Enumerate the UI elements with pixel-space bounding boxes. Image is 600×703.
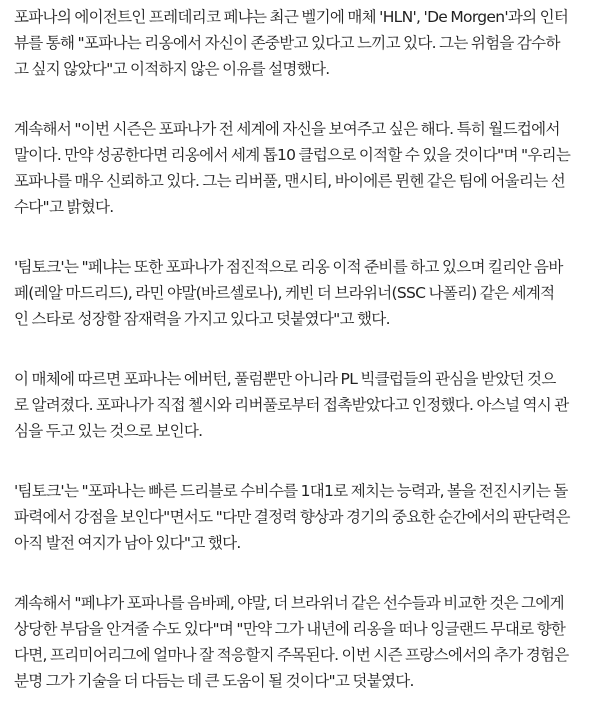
text-line: 페(레알 마드리드), 라민 야말(바르셀로나), 케빈 더 브라위너(SSC 나폴리) 같은 세계적 (14, 284, 555, 302)
text-line: 수다"고 밝혔다. (14, 198, 114, 216)
paragraph-agent-interview (14, 4, 586, 82)
text-line: 뷰를 통해 "포파나는 리옹에서 자신이 존중받고 있다고 느끼고 있다. 그는 위험을 감수하 (14, 34, 560, 52)
text-line: 계속해서 "페냐가 포파나를 음바페, 야말, 더 브라위너 같은 선수들과 비교한 것은 그에게 (14, 594, 564, 612)
text-line: '팀토크'는 "포파나는 빠른 드리블로 수비수를 1대1로 제치는 능력과, 볼을 전진시키는 돌 (14, 482, 568, 500)
text-line: '팀토크'는 "페냐는 또한 포파나가 점진적으로 리옹 이적 준비를 하고 있으며 킬리안 음바 (14, 258, 563, 276)
text-line: 포파나를 매우 신뢰하고 있다. 그는 리버풀, 맨시티, 바이에른 뮌헨 같은 팀에 어울리는 선 (14, 172, 565, 190)
text-line: 말이다. 만약 성공한다면 리옹에서 세계 톱10 클럽으로 이적할 수 있을 것이다"며 "우리는 (14, 146, 571, 164)
text-line: 계속해서 "이번 시즌은 포파나가 전 세계에 자신을 보여주고 싶은 해다. 특히 월드컵에서 (14, 120, 560, 138)
paragraph-teamtalk-potential (14, 254, 586, 332)
text-line: 파력에서 강점을 보인다"면서도 "다만 결정력 향상과 경기의 중요한 순간에서의 판단력은 (14, 508, 570, 526)
text-line: 인 스타로 성장할 잠재력을 가지고 있다고 덧붙였다"고 했다. (14, 310, 390, 328)
paragraph-teamtalk-strengths (14, 478, 586, 556)
paragraph-this-season (14, 116, 586, 220)
text-line: 다면, 프리미어리그에 얼마나 잘 적응할지 주목된다. 이번 시즌 프랑스에서의 추가 경험은 (14, 646, 569, 664)
text-line: 포파나의 에이전트인 프레데리코 페냐는 최근 벨기에 매체 'HLN', 'De Morgen'과의 인터 (14, 8, 569, 26)
text-line: 이 매체에 따르면 포파나는 에버턴, 풀럼뿐만 아니라 PL 빅클럽들의 관심을 받았던 것으 (14, 370, 556, 388)
text-line: 로 알려졌다. 포파나가 직접 첼시와 리버풀로부터 접촉받았다고 인정했다. 아스널 역시 관 (14, 396, 569, 414)
paragraph-pressure-and-premier-league (14, 590, 586, 694)
paragraph-club-interest (14, 366, 586, 444)
text-line: 심을 두고 있는 것으로 보인다. (14, 422, 203, 440)
text-line: 상당한 부담을 안겨줄 수도 있다"며 "만약 그가 내년에 리옹을 떠나 잉글랜드 무대로 향한 (14, 620, 566, 638)
text-line: 고 싶지 않았다"고 이적하지 않은 이유를 설명했다. (14, 60, 330, 78)
text-line: 아직 발전 여지가 남아 있다"고 했다. (14, 534, 241, 552)
text-line: 분명 그가 기술을 더 다듬는 데 큰 도움이 될 것이다"고 덧붙였다. (14, 672, 414, 690)
